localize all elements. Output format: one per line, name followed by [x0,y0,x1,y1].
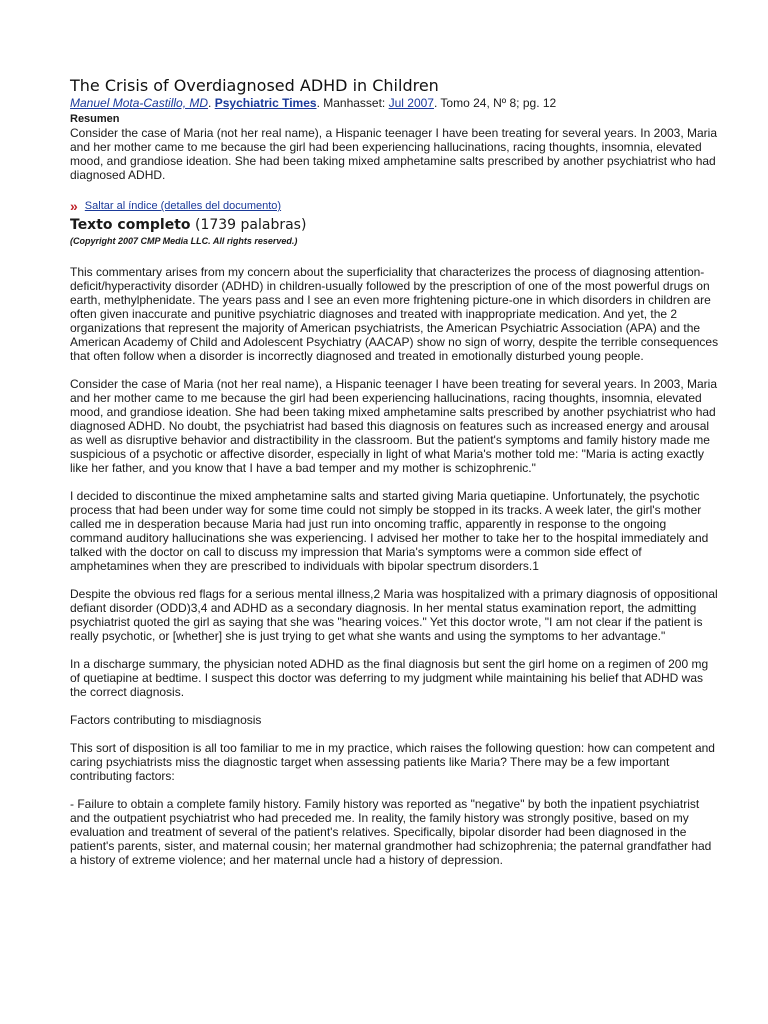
fulltext-heading [70,215,720,235]
body-paragraph: Despite the obvious red flags for a serious mental illness,2 Maria was hospitalized with a primary diagnosis of oppositional defiant disorder (ODD)3,4 and ADHD as a secondary diagnosis. In her mental status examination report, the admitting psychiatrist quoted the girl as saying that she was "hearing voices." Yet this doctor wrote, "I am not clear if the patient is really psychotic, or [whether] she is just trying to get what she wants and using the symptoms to her advantage." [70,587,718,643]
skip-index-link[interactable]: Saltar al índice (detalles del documento) [84,200,282,212]
article-title: The Crisis of Overdiagnosed ADHD in Children [70,76,439,95]
abstract-text: Consider the case of Maria (not her real name), a Hispanic teenager I have been treating for several years. In 2003, Maria and her mother came to me because the girl had been experiencing hallucinations, racing thoughts, insomnia, elevated mood, and grandiose ideation. She had been taking mixed amphetamine salts prescribed by another psychiatrist who had diagnosed ADHD. [70,126,718,182]
article [70,76,720,881]
body-paragraph: - Failure to obtain a complete family history. Family history was reported as "negative" by both the inpatient psychiatrist and the outpatient psychiatrist who had preceded me. In reality, the family history was strongly positive, based on my evaluation and treatment of several of the patient's relatives. Specifically, bipolar disorder had been diagnosed in the patient's parents, sister, and maternal cousin; her maternal grandmother had schizophrenia; the paternal grandfather had a history of extreme violence; and her maternal uncle had a history of depression. [70,797,712,867]
citation-volume: . Tomo 24, Nº 8; pg. 12 [433,96,557,110]
copyright-notice: (Copyright 2007 CMP Media LLC. All rights reserved.) [70,236,298,246]
body-paragraph: This commentary arises from my concern about the superficiality that characterizes the process of diagnosing attention-deficit/hyperactivity disorder (ADHD) in children-usually followed by the prescription of one of the most powerful drugs on earth, methylphenidate. The years pass and I see an even more frightening picture-one in which disorders in children are often given inaccurate and punitive psychiatric diagnoses and treated with inappropriate medication. And yet, the 2 organizations that represent the majority of American psychiatrists, the American Psychiatric Association (APA) and the American Academy of Child and Adolescent Psychiatry (AACAP) show no sign of worry, despite the terrible consequences that often follow when a disorder is incorrectly diagnosed and treated in emotionally disturbed young people. [70,265,719,363]
date-link[interactable]: Jul 2007 [388,96,434,110]
body-paragraph: I decided to discontinue the mixed amphetamine salts and started giving Maria quetiapine. Unfortunately, the psychotic process that had been under way for some time could not simply be stopped in its tracks. A week later, the girl's mother called me in desperation because Maria had just run into oncoming traffic, apparently in response to the ongoing command auditory hallucinations she was experiencing. I advised her mother to take her to the hospital immediately and talked with the doctor on call to discuss my impression that Maria's symptoms were a common side effect of amphetamines when they are prescribed to individuals with bipolar spectrum disorders.1 [70,489,709,573]
body-paragraph: Consider the case of Maria (not her real name), a Hispanic teenager I have been treating for several years. In 2003, Maria and her mother came to me because the girl had been experiencing hallucinations, racing thoughts, insomnia, elevated mood, and grandiose ideation. She had been taking mixed amphetamine salts prescribed by another psychiatrist who had diagnosed ADHD. No doubt, the psychiatrist had based this diagnosis on features such as increased energy and arousal as well as disruptive behavior and distractibility in the classroom. But the patient's symptoms and family history made me suspicious of a psychotic or affective disorder, especially in light of what Maria's mother told me: "Maria is acting exactly like her father, and you know that I have a bad temper and my mother is schizophrenic." [70,377,718,475]
author-link[interactable]: Manuel Mota-Castillo, MD [70,96,209,110]
abstract-label: Resumen [70,113,120,125]
double-arrow-icon: » [70,198,78,214]
citation-place: . Manhasset: [316,96,389,110]
citation-separator: . [208,96,215,110]
skip-to-index [70,199,720,213]
fulltext-label: Texto completo [70,217,191,233]
citation [70,96,720,111]
word-count: (1739 palabras) [190,217,307,233]
section-heading: Factors contributing to misdiagnosis [70,713,262,727]
journal-link[interactable]: Psychiatric Times [214,96,317,110]
body-paragraph: This sort of disposition is all too familiar to me in my practice, which raises the following question: how can competent and caring psychiatrists miss the diagnostic target when assessing patients like Maria? There may be a few important contributing factors: [70,741,715,783]
body-paragraph: In a discharge summary, the physician noted ADHD as the final diagnosis but sent the girl home on a regimen of 200 mg of quetiapine at bedtime. I suspect this doctor was deferring to my judgment while maintaining his belief that ADHD was the correct diagnosis. [70,657,709,699]
